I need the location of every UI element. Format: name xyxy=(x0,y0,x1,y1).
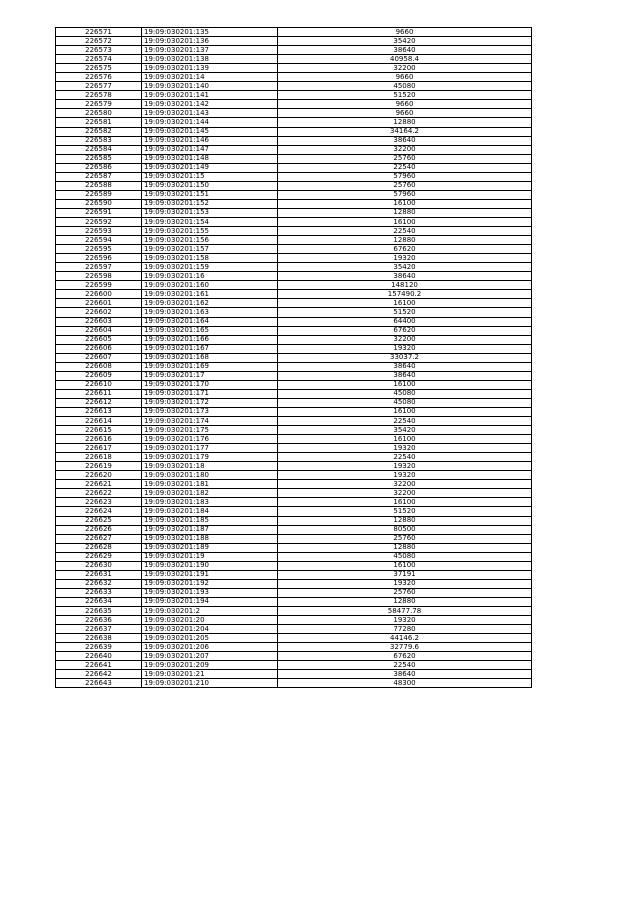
cadastral-number-cell: 19:09:030201:183 xyxy=(142,498,278,507)
cadastral-number-cell: 19:09:030201:191 xyxy=(142,570,278,579)
value-cell: 22540 xyxy=(278,661,532,670)
table-row xyxy=(56,136,532,145)
table-row xyxy=(56,597,532,606)
value-cell: 45080 xyxy=(278,82,532,91)
row-id-cell: 226622 xyxy=(56,489,142,498)
row-id-cell: 226627 xyxy=(56,534,142,543)
row-id-cell: 226579 xyxy=(56,100,142,109)
value-cell: 35420 xyxy=(278,263,532,272)
table-row xyxy=(56,208,532,217)
table-row xyxy=(56,82,532,91)
value-cell: 38640 xyxy=(278,670,532,679)
row-id-cell: 226591 xyxy=(56,208,142,217)
row-id-cell: 226603 xyxy=(56,317,142,326)
value-cell: 51520 xyxy=(278,308,532,317)
row-id-cell: 226631 xyxy=(56,570,142,579)
table-row xyxy=(56,435,532,444)
table-row xyxy=(56,444,532,453)
row-id-cell: 226602 xyxy=(56,308,142,317)
table-row xyxy=(56,561,532,570)
row-id-cell: 226613 xyxy=(56,407,142,416)
cadastral-number-cell: 19:09:030201:16 xyxy=(142,272,278,281)
table-row xyxy=(56,263,532,272)
cadastral-number-cell: 19:09:030201:20 xyxy=(142,616,278,625)
value-cell: 67620 xyxy=(278,652,532,661)
value-cell: 25760 xyxy=(278,588,532,597)
value-cell: 51520 xyxy=(278,91,532,100)
table-row xyxy=(56,181,532,190)
table-row xyxy=(56,525,532,534)
cadastral-number-cell: 19:09:030201:149 xyxy=(142,163,278,172)
row-id-cell: 226634 xyxy=(56,597,142,606)
row-id-cell: 226614 xyxy=(56,417,142,426)
cadastral-number-cell: 19:09:030201:209 xyxy=(142,661,278,670)
value-cell: 22540 xyxy=(278,227,532,236)
value-cell: 32779.6 xyxy=(278,643,532,652)
table-row xyxy=(56,245,532,254)
cadastral-number-cell: 19:09:030201:146 xyxy=(142,136,278,145)
cadastral-number-cell: 19:09:030201:14 xyxy=(142,73,278,82)
table-row xyxy=(56,317,532,326)
cadastral-number-cell: 19:09:030201:158 xyxy=(142,254,278,263)
cadastral-number-cell: 19:09:030201:170 xyxy=(142,380,278,389)
row-id-cell: 226580 xyxy=(56,109,142,118)
row-id-cell: 226635 xyxy=(56,607,142,616)
table-row xyxy=(56,417,532,426)
row-id-cell: 226633 xyxy=(56,588,142,597)
cadastral-number-cell: 19:09:030201:159 xyxy=(142,263,278,272)
value-cell: 19320 xyxy=(278,444,532,453)
cadastral-number-cell: 19:09:030201:207 xyxy=(142,652,278,661)
value-cell: 16100 xyxy=(278,380,532,389)
table-row xyxy=(56,516,532,525)
table-row xyxy=(56,299,532,308)
cadastral-number-cell: 19:09:030201:152 xyxy=(142,199,278,208)
table-row xyxy=(56,534,532,543)
table-row xyxy=(56,46,532,55)
value-cell: 77280 xyxy=(278,625,532,634)
cadastral-number-cell: 19:09:030201:153 xyxy=(142,208,278,217)
cadastral-number-cell: 19:09:030201:176 xyxy=(142,435,278,444)
row-id-cell: 226611 xyxy=(56,389,142,398)
row-id-cell: 226574 xyxy=(56,55,142,64)
cadastral-number-cell: 19:09:030201:2 xyxy=(142,607,278,616)
row-id-cell: 226619 xyxy=(56,462,142,471)
row-id-cell: 226592 xyxy=(56,217,142,226)
value-cell: 19320 xyxy=(278,616,532,625)
value-cell: 32200 xyxy=(278,64,532,73)
row-id-cell: 226636 xyxy=(56,616,142,625)
value-cell: 16100 xyxy=(278,299,532,308)
value-cell: 25760 xyxy=(278,154,532,163)
cadastral-number-cell: 19:09:030201:157 xyxy=(142,245,278,254)
table-row xyxy=(56,498,532,507)
value-cell: 45080 xyxy=(278,552,532,561)
value-cell: 157490.2 xyxy=(278,290,532,299)
cadastral-number-cell: 19:09:030201:156 xyxy=(142,236,278,245)
table-row xyxy=(56,335,532,344)
value-cell: 51520 xyxy=(278,507,532,516)
row-id-cell: 226628 xyxy=(56,543,142,552)
value-cell: 35420 xyxy=(278,37,532,46)
table-row xyxy=(56,634,532,643)
table-row xyxy=(56,616,532,625)
value-cell: 16100 xyxy=(278,217,532,226)
cadastral-number-cell: 19:09:030201:190 xyxy=(142,561,278,570)
cadastral-number-cell: 19:09:030201:161 xyxy=(142,290,278,299)
cadastral-number-cell: 19:09:030201:205 xyxy=(142,634,278,643)
table-row xyxy=(56,154,532,163)
row-id-cell: 226593 xyxy=(56,227,142,236)
cadastral-number-cell: 19:09:030201:162 xyxy=(142,299,278,308)
value-cell: 38640 xyxy=(278,371,532,380)
value-cell: 9660 xyxy=(278,109,532,118)
value-cell: 148120 xyxy=(278,281,532,290)
table-row xyxy=(56,398,532,407)
row-id-cell: 226590 xyxy=(56,199,142,208)
table-row xyxy=(56,507,532,516)
table-row xyxy=(56,190,532,199)
value-cell: 45080 xyxy=(278,389,532,398)
value-cell: 64400 xyxy=(278,317,532,326)
table-row xyxy=(56,344,532,353)
row-id-cell: 226618 xyxy=(56,453,142,462)
cadastral-number-cell: 19:09:030201:180 xyxy=(142,471,278,480)
table-row xyxy=(56,679,532,688)
table-row xyxy=(56,109,532,118)
table-row xyxy=(56,670,532,679)
cadastral-number-cell: 19:09:030201:137 xyxy=(142,46,278,55)
value-cell: 38640 xyxy=(278,136,532,145)
cadastral-number-cell: 19:09:030201:160 xyxy=(142,281,278,290)
table-row xyxy=(56,217,532,226)
table-body xyxy=(56,28,532,688)
cadastral-number-cell: 19:09:030201:187 xyxy=(142,525,278,534)
row-id-cell: 226573 xyxy=(56,46,142,55)
table-row xyxy=(56,579,532,588)
table-row xyxy=(56,326,532,335)
row-id-cell: 226630 xyxy=(56,561,142,570)
cadastral-number-cell: 19:09:030201:181 xyxy=(142,480,278,489)
table-row xyxy=(56,227,532,236)
value-cell: 45080 xyxy=(278,398,532,407)
table-row xyxy=(56,100,532,109)
value-cell: 32200 xyxy=(278,480,532,489)
value-cell: 9660 xyxy=(278,100,532,109)
value-cell: 57960 xyxy=(278,190,532,199)
table-row xyxy=(56,353,532,362)
table-row xyxy=(56,426,532,435)
table-row xyxy=(56,290,532,299)
cadastral-number-cell: 19:09:030201:179 xyxy=(142,453,278,462)
value-cell: 67620 xyxy=(278,245,532,254)
table-row xyxy=(56,480,532,489)
value-cell: 48300 xyxy=(278,679,532,688)
row-id-cell: 226599 xyxy=(56,281,142,290)
value-cell: 12880 xyxy=(278,208,532,217)
table-row xyxy=(56,389,532,398)
row-id-cell: 226582 xyxy=(56,127,142,136)
table-row xyxy=(56,453,532,462)
row-id-cell: 226625 xyxy=(56,516,142,525)
cadastral-number-cell: 19:09:030201:185 xyxy=(142,516,278,525)
table-row xyxy=(56,607,532,616)
cadastral-number-cell: 19:09:030201:169 xyxy=(142,362,278,371)
table-row xyxy=(56,281,532,290)
value-cell: 32200 xyxy=(278,489,532,498)
row-id-cell: 226595 xyxy=(56,245,142,254)
table-row xyxy=(56,588,532,597)
value-cell: 32200 xyxy=(278,335,532,344)
table-row xyxy=(56,91,532,100)
value-cell: 34164.2 xyxy=(278,127,532,136)
table-row xyxy=(56,199,532,208)
cadastral-number-cell: 19:09:030201:163 xyxy=(142,308,278,317)
value-cell: 19320 xyxy=(278,344,532,353)
row-id-cell: 226594 xyxy=(56,236,142,245)
row-id-cell: 226612 xyxy=(56,398,142,407)
value-cell: 35420 xyxy=(278,426,532,435)
value-cell: 12880 xyxy=(278,118,532,127)
table-row xyxy=(56,163,532,172)
row-id-cell: 226605 xyxy=(56,335,142,344)
value-cell: 37191 xyxy=(278,570,532,579)
cadastral-number-cell: 19:09:030201:155 xyxy=(142,227,278,236)
cadastral-number-cell: 19:09:030201:175 xyxy=(142,426,278,435)
cadastral-number-cell: 19:09:030201:182 xyxy=(142,489,278,498)
table-row xyxy=(56,652,532,661)
table-row xyxy=(56,570,532,579)
table-row xyxy=(56,73,532,82)
row-id-cell: 226581 xyxy=(56,118,142,127)
value-cell: 19320 xyxy=(278,462,532,471)
value-cell: 38640 xyxy=(278,362,532,371)
row-id-cell: 226578 xyxy=(56,91,142,100)
table-row xyxy=(56,380,532,389)
cadastral-number-cell: 19:09:030201:138 xyxy=(142,55,278,64)
value-cell: 22540 xyxy=(278,417,532,426)
row-id-cell: 226600 xyxy=(56,290,142,299)
cadastral-number-cell: 19:09:030201:177 xyxy=(142,444,278,453)
cadastral-number-cell: 19:09:030201:142 xyxy=(142,100,278,109)
value-cell: 58477.78 xyxy=(278,607,532,616)
table-row xyxy=(56,625,532,634)
cadastral-number-cell: 19:09:030201:151 xyxy=(142,190,278,199)
cadastral-number-cell: 19:09:030201:189 xyxy=(142,543,278,552)
cadastral-number-cell: 19:09:030201:194 xyxy=(142,597,278,606)
table-row xyxy=(56,127,532,136)
cadastral-number-cell: 19:09:030201:204 xyxy=(142,625,278,634)
row-id-cell: 226626 xyxy=(56,525,142,534)
value-cell: 12880 xyxy=(278,236,532,245)
table-row xyxy=(56,407,532,416)
row-id-cell: 226643 xyxy=(56,679,142,688)
table-row xyxy=(56,661,532,670)
table-row xyxy=(56,272,532,281)
table-row xyxy=(56,236,532,245)
row-id-cell: 226589 xyxy=(56,190,142,199)
cadastral-number-cell: 19:09:030201:184 xyxy=(142,507,278,516)
row-id-cell: 226637 xyxy=(56,625,142,634)
row-id-cell: 226588 xyxy=(56,181,142,190)
row-id-cell: 226598 xyxy=(56,272,142,281)
cadastral-number-cell: 19:09:030201:210 xyxy=(142,679,278,688)
data-table xyxy=(55,27,532,688)
cadastral-number-cell: 19:09:030201:165 xyxy=(142,326,278,335)
value-cell: 12880 xyxy=(278,543,532,552)
row-id-cell: 226640 xyxy=(56,652,142,661)
table-row xyxy=(56,643,532,652)
value-cell: 16100 xyxy=(278,435,532,444)
row-id-cell: 226586 xyxy=(56,163,142,172)
cadastral-number-cell: 19:09:030201:166 xyxy=(142,335,278,344)
cadastral-number-cell: 19:09:030201:188 xyxy=(142,534,278,543)
cadastral-number-cell: 19:09:030201:168 xyxy=(142,353,278,362)
row-id-cell: 226571 xyxy=(56,28,142,37)
table-row xyxy=(56,118,532,127)
row-id-cell: 226576 xyxy=(56,73,142,82)
value-cell: 80500 xyxy=(278,525,532,534)
cadastral-number-cell: 19:09:030201:174 xyxy=(142,417,278,426)
table-row xyxy=(56,552,532,561)
table-row xyxy=(56,543,532,552)
value-cell: 16100 xyxy=(278,407,532,416)
row-id-cell: 226610 xyxy=(56,380,142,389)
row-id-cell: 226604 xyxy=(56,326,142,335)
cadastral-number-cell: 19:09:030201:145 xyxy=(142,127,278,136)
cadastral-number-cell: 19:09:030201:192 xyxy=(142,579,278,588)
cadastral-number-cell: 19:09:030201:144 xyxy=(142,118,278,127)
row-id-cell: 226642 xyxy=(56,670,142,679)
row-id-cell: 226621 xyxy=(56,480,142,489)
cadastral-number-cell: 19:09:030201:171 xyxy=(142,389,278,398)
row-id-cell: 226583 xyxy=(56,136,142,145)
value-cell: 12880 xyxy=(278,516,532,525)
value-cell: 44146.2 xyxy=(278,634,532,643)
table-row xyxy=(56,254,532,263)
value-cell: 40958.4 xyxy=(278,55,532,64)
row-id-cell: 226596 xyxy=(56,254,142,263)
cadastral-number-cell: 19:09:030201:21 xyxy=(142,670,278,679)
cadastral-number-cell: 19:09:030201:173 xyxy=(142,407,278,416)
row-id-cell: 226587 xyxy=(56,172,142,181)
table-row xyxy=(56,308,532,317)
cadastral-number-cell: 19:09:030201:167 xyxy=(142,344,278,353)
cadastral-number-cell: 19:09:030201:148 xyxy=(142,154,278,163)
value-cell: 57960 xyxy=(278,172,532,181)
value-cell: 38640 xyxy=(278,272,532,281)
value-cell: 12880 xyxy=(278,597,532,606)
value-cell: 22540 xyxy=(278,453,532,462)
cadastral-number-cell: 19:09:030201:18 xyxy=(142,462,278,471)
row-id-cell: 226585 xyxy=(56,154,142,163)
value-cell: 19320 xyxy=(278,254,532,263)
cadastral-number-cell: 19:09:030201:139 xyxy=(142,64,278,73)
row-id-cell: 226620 xyxy=(56,471,142,480)
row-id-cell: 226639 xyxy=(56,643,142,652)
cadastral-number-cell: 19:09:030201:147 xyxy=(142,145,278,154)
cadastral-number-cell: 19:09:030201:17 xyxy=(142,371,278,380)
value-cell: 25760 xyxy=(278,534,532,543)
table-row xyxy=(56,489,532,498)
cadastral-number-cell: 19:09:030201:15 xyxy=(142,172,278,181)
cadastral-number-cell: 19:09:030201:136 xyxy=(142,37,278,46)
row-id-cell: 226572 xyxy=(56,37,142,46)
value-cell: 9660 xyxy=(278,28,532,37)
row-id-cell: 226623 xyxy=(56,498,142,507)
cadastral-number-cell: 19:09:030201:172 xyxy=(142,398,278,407)
value-cell: 9660 xyxy=(278,73,532,82)
row-id-cell: 226601 xyxy=(56,299,142,308)
value-cell: 19320 xyxy=(278,471,532,480)
value-cell: 38640 xyxy=(278,46,532,55)
cadastral-number-cell: 19:09:030201:19 xyxy=(142,552,278,561)
row-id-cell: 226597 xyxy=(56,263,142,272)
row-id-cell: 226584 xyxy=(56,145,142,154)
table-row xyxy=(56,37,532,46)
value-cell: 22540 xyxy=(278,163,532,172)
cadastral-number-cell: 19:09:030201:140 xyxy=(142,82,278,91)
value-cell: 33037.2 xyxy=(278,353,532,362)
value-cell: 67620 xyxy=(278,326,532,335)
value-cell: 32200 xyxy=(278,145,532,154)
row-id-cell: 226575 xyxy=(56,64,142,73)
cadastral-number-cell: 19:09:030201:143 xyxy=(142,109,278,118)
value-cell: 19320 xyxy=(278,579,532,588)
cadastral-number-cell: 19:09:030201:141 xyxy=(142,91,278,100)
table-row xyxy=(56,471,532,480)
row-id-cell: 226577 xyxy=(56,82,142,91)
row-id-cell: 226616 xyxy=(56,435,142,444)
table-row xyxy=(56,362,532,371)
value-cell: 16100 xyxy=(278,498,532,507)
table-row xyxy=(56,145,532,154)
table-row xyxy=(56,172,532,181)
cadastral-number-cell: 19:09:030201:164 xyxy=(142,317,278,326)
row-id-cell: 226641 xyxy=(56,661,142,670)
table-row xyxy=(56,28,532,37)
row-id-cell: 226632 xyxy=(56,579,142,588)
table-row xyxy=(56,462,532,471)
cadastral-number-cell: 19:09:030201:154 xyxy=(142,217,278,226)
row-id-cell: 226606 xyxy=(56,344,142,353)
cadastral-number-cell: 19:09:030201:150 xyxy=(142,181,278,190)
table-row xyxy=(56,371,532,380)
table-row xyxy=(56,55,532,64)
row-id-cell: 226609 xyxy=(56,371,142,380)
cadastral-number-cell: 19:09:030201:193 xyxy=(142,588,278,597)
row-id-cell: 226608 xyxy=(56,362,142,371)
cadastral-number-cell: 19:09:030201:135 xyxy=(142,28,278,37)
row-id-cell: 226617 xyxy=(56,444,142,453)
cadastral-number-cell: 19:09:030201:206 xyxy=(142,643,278,652)
row-id-cell: 226638 xyxy=(56,634,142,643)
value-cell: 25760 xyxy=(278,181,532,190)
row-id-cell: 226624 xyxy=(56,507,142,516)
row-id-cell: 226607 xyxy=(56,353,142,362)
table-row xyxy=(56,64,532,73)
value-cell: 16100 xyxy=(278,561,532,570)
value-cell: 16100 xyxy=(278,199,532,208)
row-id-cell: 226629 xyxy=(56,552,142,561)
row-id-cell: 226615 xyxy=(56,426,142,435)
